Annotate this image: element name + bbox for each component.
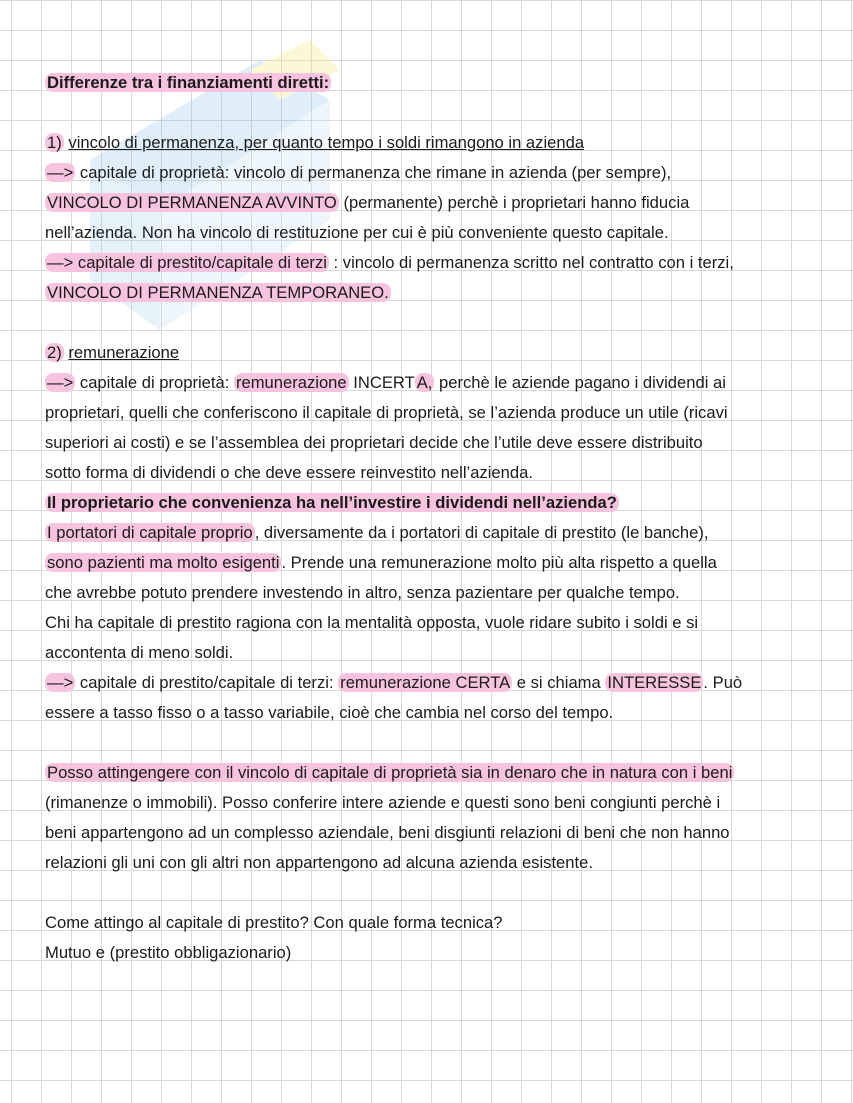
- blank-line: [45, 728, 825, 758]
- blank-line: [45, 98, 825, 128]
- text-line: Come attingo al capitale di prestito? Con quale forma tecnica?: [45, 913, 503, 932]
- text-line: superiori ai costi) e se l’assemblea dei proprietari decide che l’utile deve essere distribuito: [45, 433, 703, 452]
- text-line: (rimanenze o immobili). Posso conferire intere aziende e questi sono beni congiunti perchè i: [45, 793, 721, 812]
- text-line: proprietari, quelli che conferiscono il capitale di proprietà, se l’azienda produce un utile (ricavi: [45, 403, 728, 422]
- page-title: Differenze tra i finanziamenti diretti:: [47, 73, 330, 92]
- text-line: sono pazienti ma molto esigenti . Prende una remunerazione molto più alta rispetto a quella: [47, 553, 717, 572]
- text-line: Mutuo e (prestito obbligazionario): [45, 943, 292, 962]
- text-line: beni appartengono ad un complesso aziendale, beni disgiunti relazioni di beni che non hanno: [45, 823, 730, 842]
- text-line: VINCOLO DI PERMANENZA AVVINTO (permanente) perchè i proprietari hanno fiducia: [47, 193, 690, 212]
- text-line: VINCOLO DI PERMANENZA TEMPORANEO.: [47, 283, 389, 302]
- text-line: che avrebbe potuto prendere investendo in altro, senza pazientare per qualche tempo.: [45, 583, 680, 602]
- text-line: accontenta di meno soldi.: [45, 643, 234, 662]
- section-1-heading: 1) vincolo di permanenza, per quanto tempo i soldi rimangono in azienda: [47, 133, 585, 152]
- text-line: relazioni gli uni con gli altri non appartengono ad alcuna azienda esistente.: [45, 853, 593, 872]
- notes-page: [45, 68, 825, 968]
- text-line: —> capitale di prestito/capitale di terzi: remunerazione CERTA e si chiama INTERESSE . Può: [47, 673, 743, 692]
- question-line: Il proprietario che convenienza ha nell’investire i dividendi nell’azienda?: [47, 493, 617, 512]
- text-line: —> capitale di prestito/capitale di terzi : vincolo di permanenza scritto nel contratto con i terzi,: [47, 253, 734, 272]
- text-line: sotto forma di dividendi o che deve essere reinvestito nell’azienda.: [45, 463, 533, 482]
- text-line: I portatori di capitale proprio , diversamente da i portatori di capitale di prestito (le banche),: [47, 523, 709, 542]
- text-line: essere a tasso fisso o a tasso variabile, cioè che cambia nel corso del tempo.: [45, 703, 614, 722]
- text-line: —> capitale di proprietà: vincolo di permanenza che rimane in azienda (per sempre),: [47, 163, 672, 182]
- text-line: —> capitale di proprietà: remunerazione INCERT A, perchè le aziende pagano i dividendi ai: [47, 373, 726, 392]
- text-line: Chi ha capitale di prestito ragiona con la mentalità opposta, vuole ridare subito i soldi e si: [45, 613, 699, 632]
- text-line: Posso attingengere con il vincolo di capitale di proprietà sia in denaro che in natura con i beni: [47, 763, 733, 782]
- text-line: nell’azienda. Non ha vincolo di restituzione per cui è più conveniente questo capitale.: [45, 223, 669, 242]
- blank-line: [45, 878, 825, 908]
- section-2-heading: 2) remunerazione: [47, 343, 180, 362]
- blank-line: [45, 308, 825, 338]
